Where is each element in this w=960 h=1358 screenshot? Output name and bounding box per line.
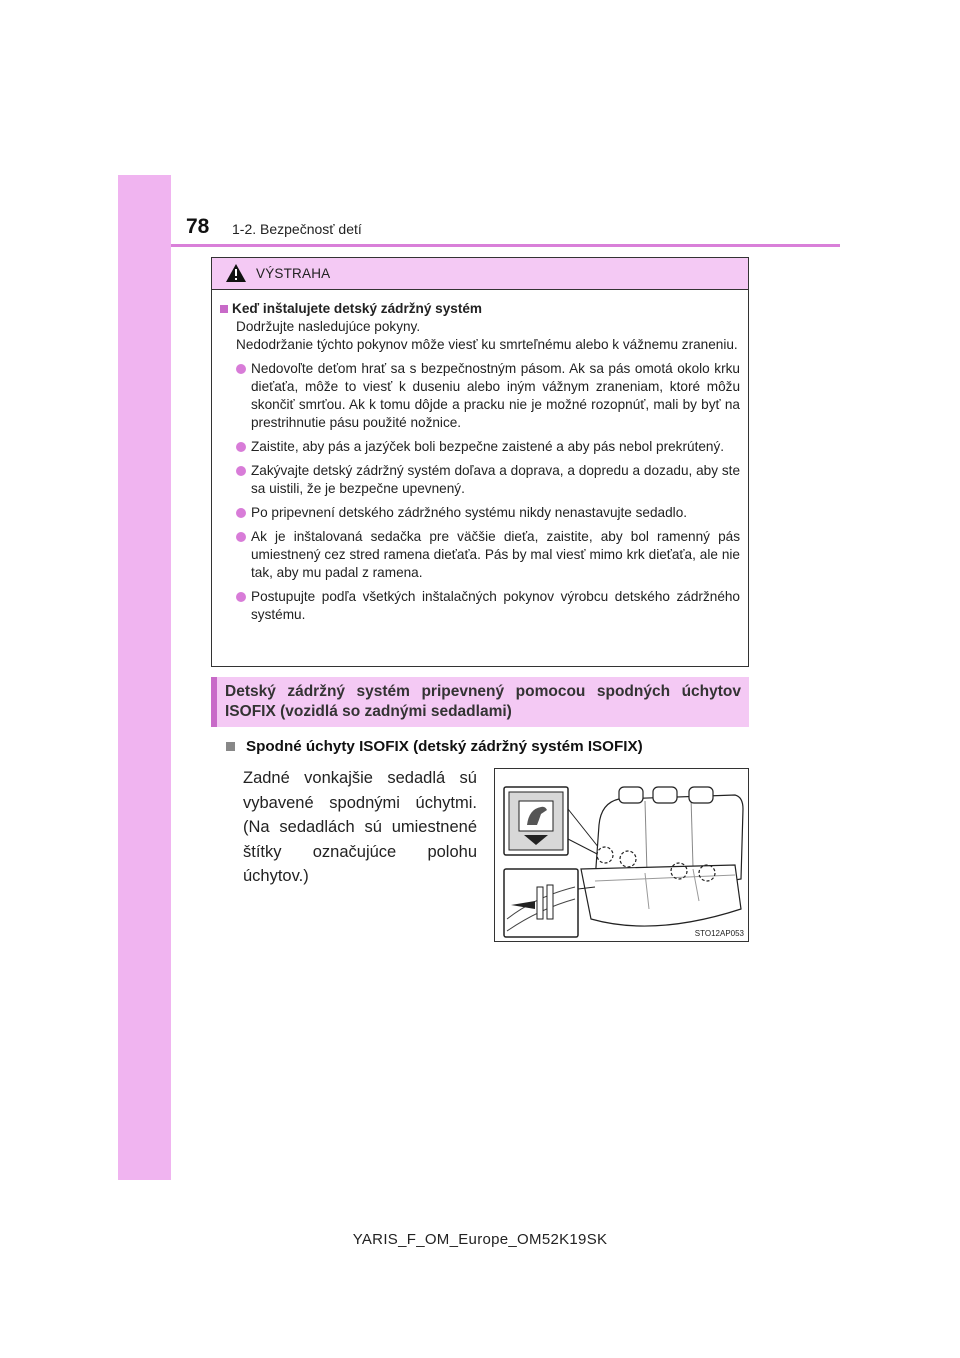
list-item bbox=[220, 438, 740, 456]
list-item-text: Zaistite, aby pás a jazýček boli bezpečne zaistené a aby pás nebol prekrútený. bbox=[251, 439, 725, 454]
list-item-text: Postupujte podľa všetkých inštalačných pokynov výrobcu detského zádržného systému. bbox=[251, 589, 740, 622]
warning-subheading-text: Keď inštalujete detský zádržný systém bbox=[232, 301, 483, 316]
warning-subheading bbox=[220, 300, 740, 318]
list-item-text: Zakývajte detský zádržný systém doľava a doprava, a dopredu a dozadu, aby ste sa uistili, že je bezpečne upevnený. bbox=[251, 463, 740, 496]
figure-code: STO12AP053 bbox=[694, 929, 744, 938]
list-item bbox=[220, 588, 740, 624]
isofix-seat-illustration bbox=[494, 768, 749, 942]
page-number: 78 bbox=[186, 215, 210, 238]
lower-paragraph: Zadné vonkajšie sedadlá sú vybavené spodnými úchytmi. (Na sedadlách sú umiestnené štítky označujúce polohu úchytov.) bbox=[243, 769, 477, 885]
list-item bbox=[220, 360, 740, 432]
bullet-dot-icon bbox=[236, 592, 246, 602]
side-tab-bar bbox=[118, 175, 171, 1180]
rear-seat-illustration bbox=[495, 769, 748, 941]
warning-list bbox=[220, 360, 740, 624]
list-item-text: Po pripevnení detského zádržného systému nikdy nenastavujte sedadlo. bbox=[251, 505, 688, 520]
list-item-text: Ak je inštalovaná sedačka pre väčšie dieťa, zaistite, aby bol ramenný pás umiestnený cez stred ramena dieťaťa. Pás by mal viesť mimo krk dieťaťa, ale nie tak, aby mu padal z ramena. bbox=[251, 529, 740, 580]
list-item bbox=[220, 462, 740, 498]
footer-text: YARIS_F_OM_Europe_OM52K19SK bbox=[352, 1231, 608, 1248]
bullet-dot-icon bbox=[236, 466, 246, 476]
isofix-section-banner bbox=[211, 677, 749, 727]
warning-intro-line: Nedodržanie týchto pokynov môže viesť ku smrteľnému alebo k vážnemu zraneniu. bbox=[236, 337, 738, 352]
warning-box bbox=[211, 257, 749, 667]
warning-body bbox=[212, 290, 748, 624]
bullet-dot-icon bbox=[236, 442, 246, 452]
list-item-text: Nedovoľte deťom hrať sa s bezpečnostným pásom. Ak sa pás omotá okolo krku dieťaťa, môže to viesť k duseniu alebo iným vážnym zraneniam, ktoré môžu skončiť smrťou. Ak k tomu dôjde a pracku nie je možné rozopnúť, mali by byť na prestrihnutie pásu použité nožnice. bbox=[251, 361, 740, 430]
warning-header bbox=[212, 258, 748, 290]
list-item bbox=[220, 504, 740, 522]
warning-triangle-icon bbox=[225, 263, 247, 283]
banner-accent bbox=[211, 677, 217, 727]
section-title: 1-2. Bezpečnosť detí bbox=[232, 221, 362, 237]
isofix-section-title: Detský zádržný systém pripevnený pomocou spodných úchytov ISOFIX (vozidlá so zadnými sedadlami) bbox=[225, 683, 741, 720]
warning-intro-line: Dodržujte nasledujúce pokyny. bbox=[236, 319, 421, 334]
bullet-dot-icon bbox=[236, 508, 246, 518]
list-item bbox=[220, 528, 740, 582]
bullet-dot-icon bbox=[236, 532, 246, 542]
bullet-dot-icon bbox=[236, 364, 246, 374]
square-bullet-icon bbox=[220, 305, 228, 313]
lower-subheading-text: Spodné úchyty ISOFIX (detský zádržný systém ISOFIX) bbox=[246, 738, 643, 755]
warning-label: VÝSTRAHA bbox=[256, 266, 331, 281]
header-rule bbox=[171, 244, 840, 247]
lower-subheading bbox=[226, 738, 643, 755]
square-bullet-icon bbox=[226, 742, 235, 751]
